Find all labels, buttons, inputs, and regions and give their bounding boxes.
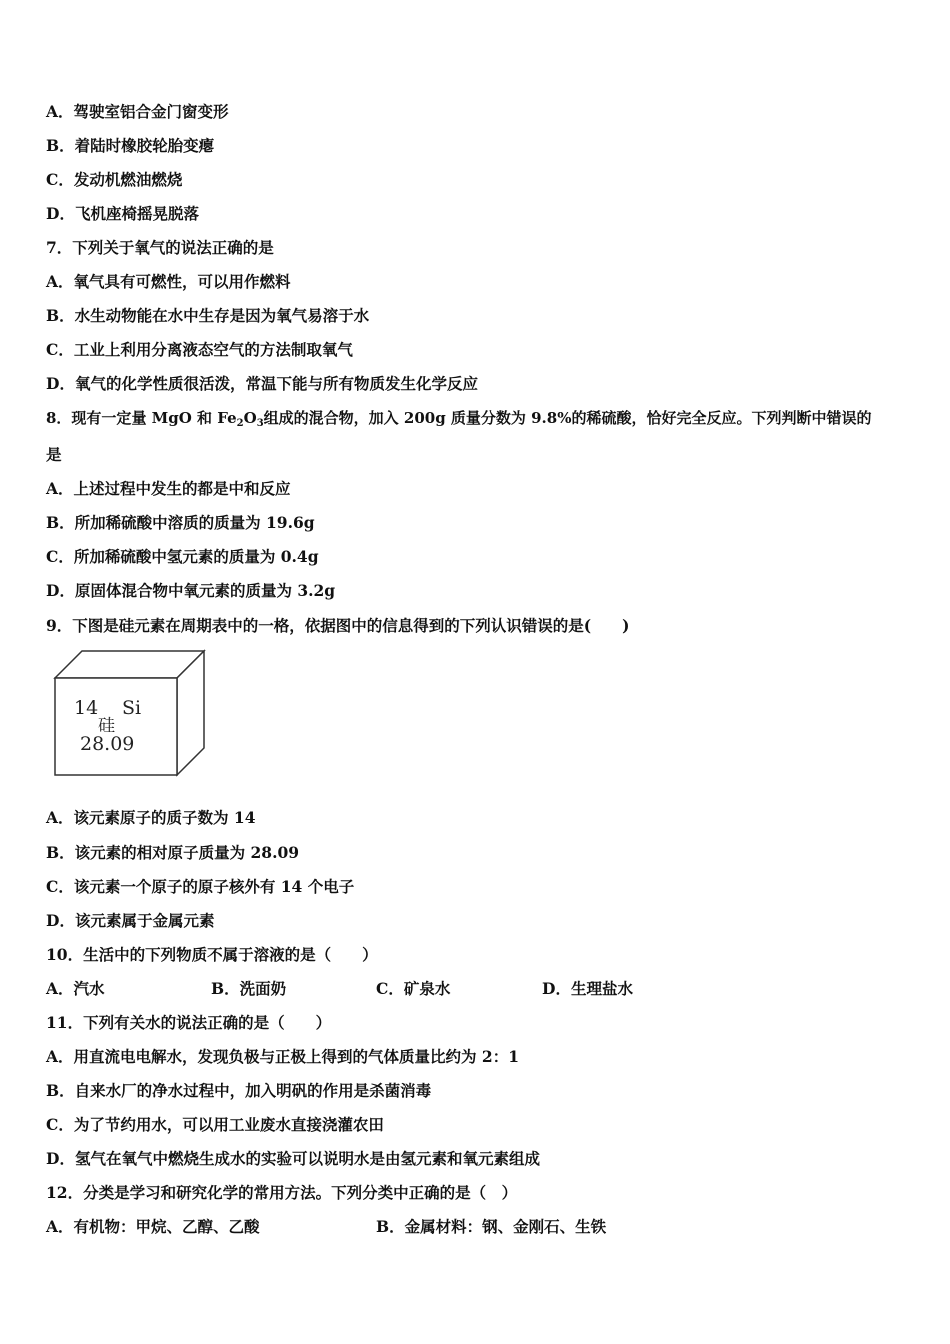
q9-option-c: C．该元素一个原子的原子核外有 14 个电子: [46, 877, 355, 896]
q8-option-b: B．所加稀硫酸中溶质的质量为 19.6g: [46, 513, 315, 532]
q11-option-d: D．氢气在氧气中燃烧生成水的实验可以说明水是由氢元素和氧元素组成: [46, 1149, 540, 1168]
q11-stem: 11．下列有关水的说法正确的是（ ）: [46, 1013, 332, 1032]
atomic-number: 14: [74, 697, 99, 719]
q12-options-row: [46, 1217, 646, 1237]
q9-stem: 9．下图是硅元素在周期表中的一格，依据图中的信息得到的下列认识错误的是( ): [46, 616, 630, 635]
q11-option-a: A．用直流电电解水，发现负极与正极上得到的气体质量比约为 2：1: [46, 1047, 519, 1066]
q10-stem: 10．生活中的下列物质不属于溶液的是（ ）: [46, 945, 378, 964]
element-symbol: Si: [122, 697, 142, 719]
q10-option-c: C．矿泉水: [376, 979, 451, 998]
q6-option-c: C．发动机燃油燃烧: [46, 170, 183, 189]
q8-sub-2: 2: [236, 418, 244, 429]
element-cube-drawing: [52, 648, 207, 778]
q8-option-c: C．所加稀硫酸中氢元素的质量为 0.4g: [46, 547, 319, 566]
q6-option-b: B．着陆时橡胶轮胎变瘪: [46, 136, 215, 155]
q8-stem-pre: 8．现有一定量 MgO 和 Fe: [46, 409, 237, 427]
q10-option-d: D．生理盐水: [542, 979, 633, 998]
silicon-element-cell-figure: [52, 648, 207, 778]
q7-option-c: C．工业上利用分离液态空气的方法制取氧气: [46, 340, 353, 359]
q12-option-a: A．有机物：甲烷、乙醇、乙酸: [46, 1217, 260, 1236]
q11-option-b: B．自来水厂的净水过程中，加入明矾的作用是杀菌消毒: [46, 1081, 432, 1100]
atomic-mass: 28.09: [80, 733, 135, 755]
q10-option-b: B．洗面奶: [211, 979, 287, 998]
q8-option-a: A．上述过程中发生的都是中和反应: [46, 479, 291, 498]
q6-option-d: D．飞机座椅摇晃脱落: [46, 204, 199, 223]
q8-stem: [46, 408, 871, 428]
q7-option-a: A．氧气具有可燃性，可以用作燃料: [46, 272, 291, 291]
q9-option-b: B．该元素的相对原子质量为 28.09: [46, 843, 300, 862]
q7-option-b: B．水生动物能在水中生存是因为氧气易溶于水: [46, 306, 370, 325]
q6-option-a: A．驾驶室铝合金门窗变形: [46, 102, 229, 121]
q8-sub-3: 3: [256, 418, 264, 429]
q8-stem-post: 组成的混合物，加入 200g 质量分数为 9.8%的稀硫酸，恰好完全反应。下列判断中错误的: [263, 409, 872, 427]
q10-option-a: A．汽水: [46, 979, 105, 998]
q8-stem-mid: O: [243, 409, 257, 427]
q12-stem: 12．分类是学习和研究化学的常用方法。下列分类中正确的是（ ）: [46, 1183, 518, 1202]
q8-stem-continued: 是: [46, 445, 62, 464]
q7-stem: 7．下列关于氧气的说法正确的是: [46, 238, 274, 257]
q8-option-d: D．原固体混合物中氧元素的质量为 3.2g: [46, 581, 336, 600]
q9-option-d: D．该元素属于金属元素: [46, 911, 215, 930]
q12-option-b: B．金属材料：钢、金刚石、生铁: [376, 1217, 607, 1236]
q10-options-row: [46, 979, 666, 999]
element-name: 硅: [98, 716, 115, 736]
q7-option-d: D．氧气的化学性质很活泼，常温下能与所有物质发生化学反应: [46, 374, 478, 393]
q9-option-a: A．该元素原子的质子数为 14: [46, 808, 256, 827]
q11-option-c: C．为了节约用水，可以用工业废水直接浇灌农田: [46, 1115, 384, 1134]
